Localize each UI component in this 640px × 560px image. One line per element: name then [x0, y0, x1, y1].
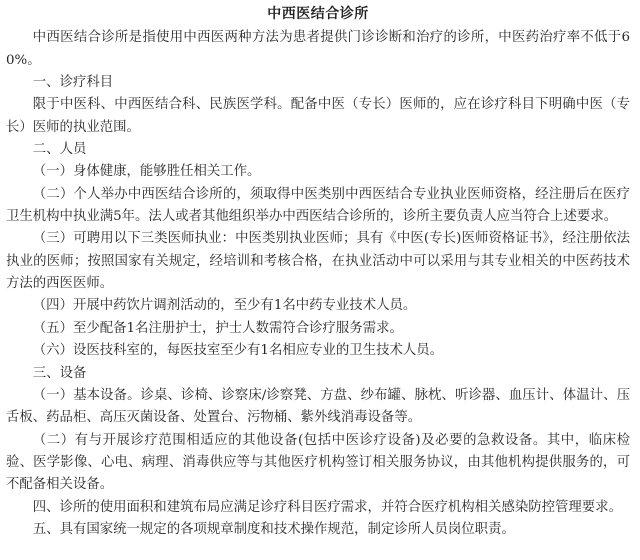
personnel-item-1: （一）身体健康，能够胜任相关工作。	[32, 164, 261, 180]
personnel-item-6: （六）设医技科室的，每医技室至少有1名相应专业的卫生技术人员。	[32, 343, 444, 359]
regulations-paragraph: 五、具有国家统一规定的各项规章制度和技术操作规范，制定诊所人员岗位职责。	[32, 521, 515, 537]
personnel-item-4: （四）开展中药饮片调剂活动的，至少有1名中药专业技术人员。	[32, 298, 417, 314]
equipment-item-1: （一）基本设备。诊桌、诊椅、诊察床/诊察凳、方盘、纱布罐、脉枕、听诊器、血压计、体温计、压舌板、药品柜、高压灭菌设备、处置台、污物桶、紫外线消毒设备等。	[6, 387, 630, 426]
equipment-item-2: （二）有与开展诊疗范围相适应的其他设备(包括中医诊疗设备)及必要的急救设备。其中，临床检验、医学影像、心电、病理、消毒供应等与其他医疗机构签订相关服务协议，由其他机构提供服务的，可不配备相关设备。	[6, 432, 630, 493]
departments-paragraph: 限于中医科、中西医结合科、民族医学科。配备中医（专长）医师的，应在诊疗科目下明确中医（专长）医师的执业范围。	[6, 97, 630, 135]
section-heading-personnel: 二、人员	[32, 142, 87, 158]
personnel-item-3: （三）可聘用以下三类医师执业：中医类别执业医师；具有《中医(专长)医师资格证书》，经注册依法执业的医师；按照国家有关规定，经培训和考核合格，在执业活动中可以采用与其专业相关的中医药技术方法的西医医师。	[6, 231, 630, 292]
section-heading-equipment: 三、设备	[32, 365, 87, 381]
personnel-item-5: （五）至少配备1名注册护士，护士人数需符合诊疗服务需求。	[32, 320, 403, 336]
document-title: 中西医结合诊所	[267, 6, 369, 22]
facility-paragraph: 四、诊所的使用面积和建筑布局应满足诊疗科目医疗需求，并符合医疗机构相关感染防控管理要求。	[32, 499, 622, 515]
personnel-item-2: （二）个人举办中西医结合诊所的，须取得中医类别中西医结合专业执业医师资格，经注册后在医疗卫生机构中执业满5年。法人或者其他组织举办中西医结合诊所的，诊所主要负责人应当符合上述要求。	[6, 186, 630, 225]
intro-paragraph: 中西医结合诊所是指使用中西医两种方法为患者提供门诊诊断和治疗的诊所，中医药治疗率不低于60%。	[6, 30, 630, 68]
section-heading-departments: 一、诊疗科目	[32, 75, 114, 91]
